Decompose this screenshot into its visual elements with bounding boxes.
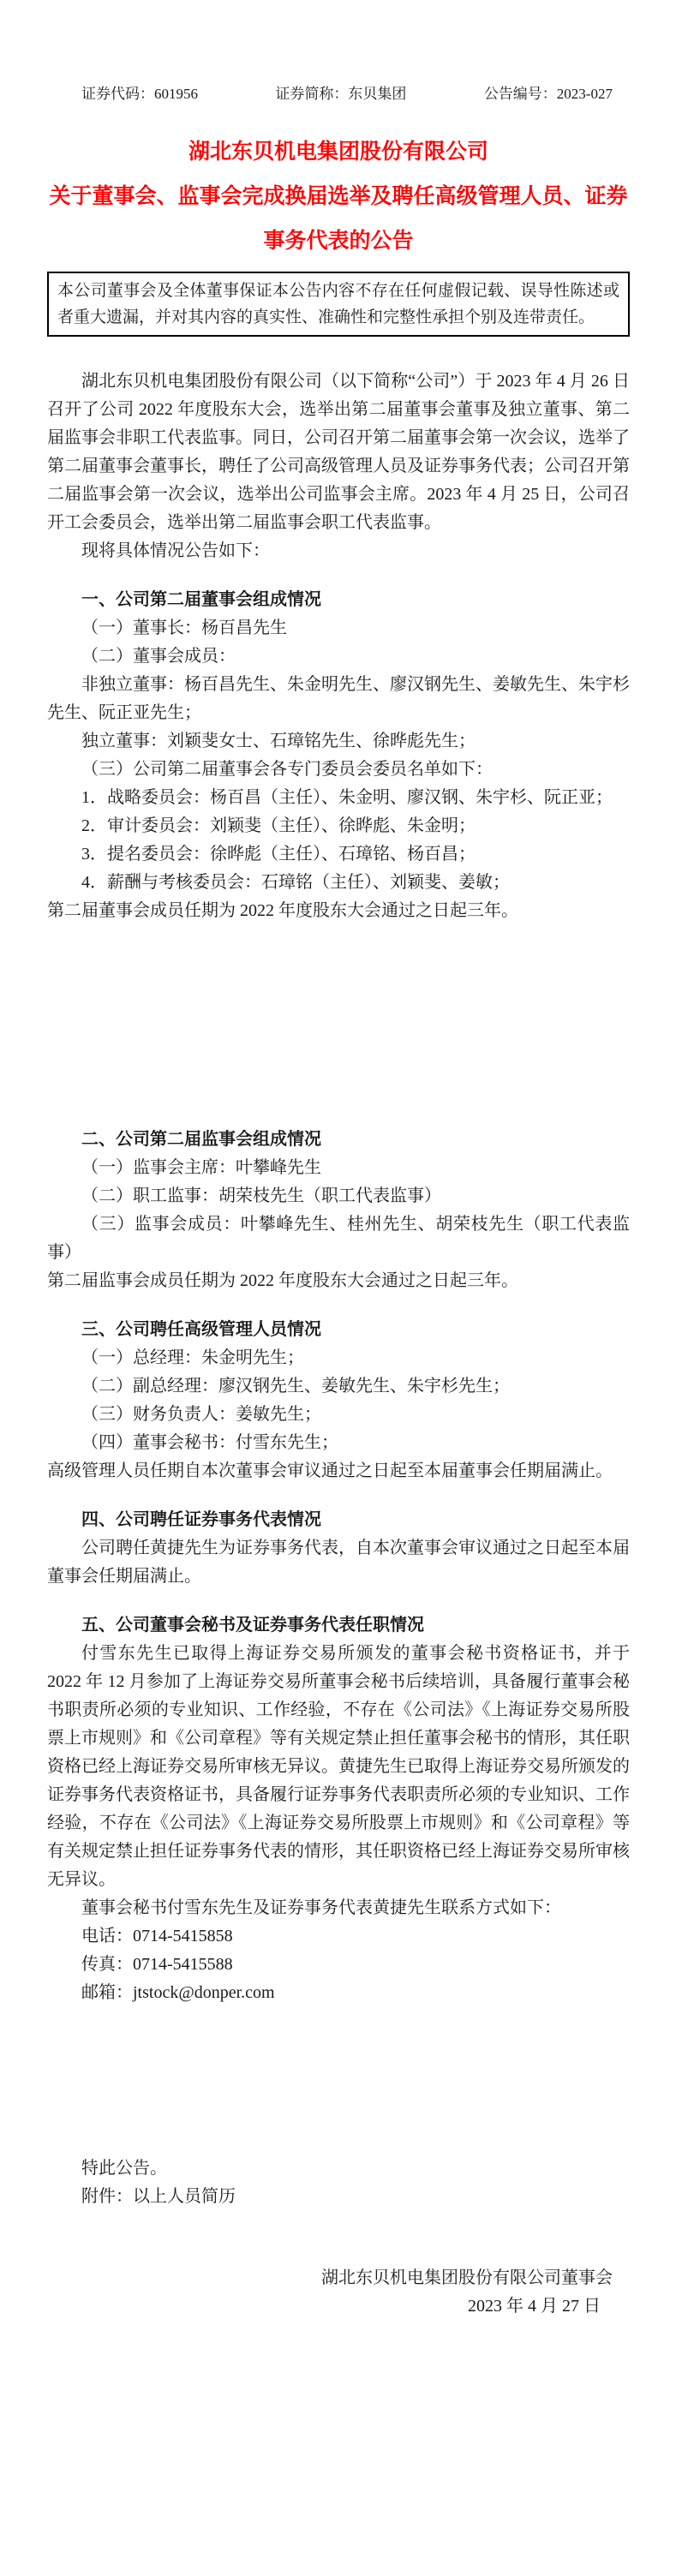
- signature-date: 2023 年 4 月 27 日: [468, 2297, 601, 2316]
- section-securities-rep-heading: 四、公司聘任证券事务代表情况: [81, 1510, 321, 1529]
- board-secretary: （四）董事会秘书：付雪东先生；: [81, 1433, 338, 1452]
- committees-label: （三）公司第二届董事会各专门委员会委员名单如下：: [81, 760, 493, 779]
- qualifications-paragraph: 付雪东先生已取得上海证券交易所颁发的董事会秘书资格证书，并于 2022 年 12 月参加了上海证券交易所董事会秘书后续培训，具备履行董事会秘书职责所必须的专业知识、工作经验，不存在《公司法》《上海证券交易所股票上市规则》和《公司章程》等有关规定禁止担任董事会秘书的情形，其任职资格已经上海证券交易所审核无异议。黄捷先生已取得上海证券交易所颁发的证券事务代表资格证书，具备履行证券事务代表职责所必须的专业知识、工作经验，不存在《公司法》《上海证券交易所股票上市规则》和《公司章程》等有关规定禁止担任证券事务代表的情形，其任职资格已经上海证券交易所审核无异议。: [47, 1644, 630, 1889]
- section-supervisors-heading: 二、公司第二届监事会组成情况: [81, 1130, 321, 1149]
- executives-term: 高级管理人员任期自本次董事会审议通过之日起至本届董事会任期届满止。: [47, 1461, 613, 1480]
- supervisory-chairman: （一）监事会主席：叶攀峰先生: [81, 1158, 321, 1177]
- cfo: （三）财务负责人：姜敏先生；: [81, 1405, 321, 1424]
- spacer: [47, 925, 630, 1105]
- board-members-label: （二）董事会成员：: [81, 647, 236, 666]
- signature-company: 湖北东贝机电集团股份有限公司董事会: [321, 2268, 613, 2287]
- committee-remuneration: 4．薪酬与考核委员会：石璋铭（主任）、刘颖斐、姜敏；: [81, 873, 510, 892]
- supervisory-members: （三）监事会成员：叶攀峰先生、桂州先生、胡荣枝先生（职工代表监事）: [47, 1215, 630, 1262]
- spacer: [47, 337, 630, 368]
- committee-strategy: 1．战略委员会：杨百昌（主任）、朱金明、廖汉钢、朱宇杉、阮正亚；: [81, 788, 613, 807]
- header-stock-name: 证券简称：东贝集团: [275, 86, 407, 102]
- securities-rep-appointment: 公司聘任黄捷先生为证券事务代表，自本次董事会审议通过之日起至本届董事会任期届满止。: [47, 1539, 630, 1586]
- header-stock-code: 证券代码：601956: [81, 86, 198, 102]
- fax-line: 传真：0714-5415588: [81, 1955, 233, 1974]
- header-row: [47, 81, 630, 107]
- committee-audit: 2．审计委员会：刘颖斐（主任）、徐晔彪、朱金明；: [81, 816, 476, 835]
- intro-paragraph: 湖北东贝机电集团股份有限公司（以下简称“公司”）于 2023 年 4 月 26 日召开了公司 2022 年度股东大会，选举出第二届董事会董事及独立董事、第二届监事会非职工代表监事。同日，公司召开第二届董事会第一次会议，选举了第二届董事会董事长，聘任了公司高级管理人员及证券事务代表；公司召开第二届监事会第一次会议，选举出公司监事会主席。2023 年 4 月 25 日，公司召开工会委员会，选举出第二届监事会职工代表监事。: [47, 372, 630, 532]
- disclaimer-text: 本公司董事会及全体董事保证本公告内容不存在任何虚假记载、误导性陈述或者重大遗漏，并对其内容的真实性、准确性和完整性承担个别及连带责任。: [57, 282, 619, 326]
- disclaimer-box: [47, 272, 630, 337]
- intro-lead: 现将具体情况公告如下：: [81, 541, 270, 560]
- email-line: 邮箱：jtstock@donper.com: [81, 1983, 275, 2002]
- section-executives-heading: 三、公司聘任高级管理人员情况: [81, 1320, 321, 1339]
- doc-title-line2: 关于董事会、监事会完成换届选举及聘任高级管理人员、证券事务代表的公告: [49, 184, 628, 253]
- spacer: [47, 2007, 630, 2155]
- attachment-note: 附件：以上人员简历: [81, 2187, 236, 2206]
- signature-block: [47, 2264, 630, 2321]
- employee-supervisor: （二）职工监事：胡荣枝先生（职工代表监事）: [81, 1186, 441, 1205]
- deputy-general-managers: （二）副总经理：廖汉钢先生、姜敏先生、朱宇杉先生；: [81, 1377, 510, 1396]
- header-announcement-no: 公告编号：2023-027: [483, 86, 613, 102]
- phone-line: 电话：0714-5415858: [81, 1927, 233, 1945]
- supervisory-term: 第二届监事会成员任期为 2022 年度股东大会通过之日起三年。: [47, 1271, 518, 1290]
- non-independent-directors: 非独立董事：杨百昌先生、朱金明先生、廖汉钢先生、姜敏先生、朱宇杉先生、阮正亚先生；: [47, 675, 630, 722]
- closing-statement: 特此公告。: [81, 2159, 167, 2178]
- board-term: 第二届董事会成员任期为 2022 年度股东大会通过之日起三年。: [47, 901, 518, 920]
- doc-title: [47, 129, 630, 263]
- section-board-heading: 一、公司第二届董事会组成情况: [81, 590, 321, 609]
- committee-nomination: 3．提名委员会：徐晔彪（主任）、石璋铭、杨百昌；: [81, 845, 476, 864]
- doc-title-line1: 湖北东贝机电集团股份有限公司: [188, 140, 488, 164]
- contact-intro: 董事会秘书付雪东先生及证券事务代表黄捷先生联系方式如下：: [81, 1898, 561, 1917]
- general-manager: （一）总经理：朱金明先生；: [81, 1348, 304, 1367]
- independent-directors: 独立董事：刘颖斐女士、石璋铭先生、徐晔彪先生；: [81, 732, 476, 750]
- section-qualifications-heading: 五、公司董事会秘书及证券事务代表任职情况: [81, 1616, 424, 1635]
- board-chairman: （一）董事长：杨百昌先生: [81, 619, 287, 637]
